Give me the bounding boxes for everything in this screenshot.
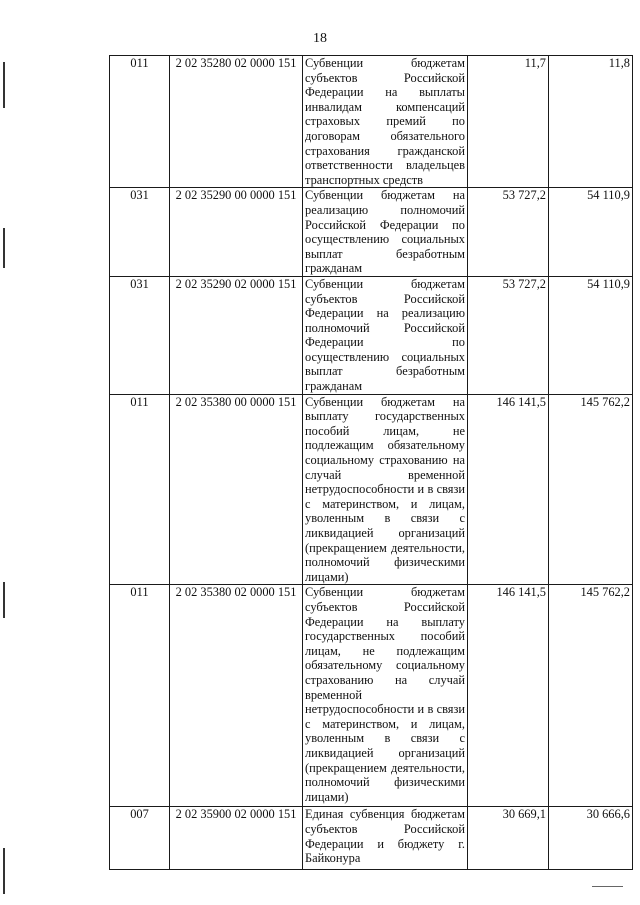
- amount-cell-1: 146 141,5: [468, 585, 549, 807]
- amount-cell-1: 53 727,2: [468, 188, 549, 277]
- amount-cell-2: 11,8: [549, 56, 633, 188]
- amount-cell-2: 54 110,9: [549, 276, 633, 394]
- scan-margin-mark: [3, 582, 5, 618]
- income-name-cell: Субвенции бюджетам субъектов Российской Федерации на выплаты инвалидам компенсаций страховых премий по договорам обязательного страхования гражданской ответственности владельцев транспортных средств: [303, 56, 468, 188]
- budget-table: [109, 55, 633, 870]
- income-name-cell: Субвенции бюджетам субъектов Российской Федерации на выплату государственных пособий лицам, не подлежащим обязательному социальному страхованию на случай временной нетрудоспособности и в связи с материнством, и лицам, уволенным в связи с ликвидацией организаций (прекращением деятельности, полномочий физическими лицами): [303, 585, 468, 807]
- table-row: [110, 585, 633, 807]
- admin-code-cell: 007: [110, 807, 170, 870]
- scan-margin-mark: [3, 228, 5, 268]
- table-row: [110, 56, 633, 188]
- admin-code-cell: 031: [110, 276, 170, 394]
- table-row: [110, 394, 633, 585]
- budget-code-cell: 2 02 35290 00 0000 151: [170, 188, 303, 277]
- admin-code-cell: 011: [110, 56, 170, 188]
- amount-cell-1: 30 669,1: [468, 807, 549, 870]
- table-row: [110, 188, 633, 277]
- amount-cell-1: 53 727,2: [468, 276, 549, 394]
- table-row: [110, 276, 633, 394]
- page-number: 18: [313, 31, 327, 46]
- amount-cell-2: 145 762,2: [549, 585, 633, 807]
- budget-code-cell: 2 02 35380 00 0000 151: [170, 394, 303, 585]
- amount-cell-2: 145 762,2: [549, 394, 633, 585]
- admin-code-cell: 011: [110, 585, 170, 807]
- budget-code-cell: 2 02 35290 02 0000 151: [170, 276, 303, 394]
- budget-code-cell: 2 02 35900 02 0000 151: [170, 807, 303, 870]
- amount-cell-2: 54 110,9: [549, 188, 633, 277]
- budget-code-cell: 2 02 35280 02 0000 151: [170, 56, 303, 188]
- income-name-cell: Субвенции бюджетам на выплату государственных пособий лицам, не подлежащим обязательному социальному страхованию на случай временной нетрудоспособности и в связи с материнством, и лицам, уволенным в связи с ликвидацией организаций (прекращением деятельности, полномочий физическими лицами): [303, 394, 468, 585]
- budget-code-cell: 2 02 35380 02 0000 151: [170, 585, 303, 807]
- amount-cell-1: 11,7: [468, 56, 549, 188]
- scan-corner-mark: [592, 886, 623, 887]
- income-name-cell: Субвенции бюджетам на реализацию полномочий Российской Федерации по осуществлению социальных выплат безработным гражданам: [303, 188, 468, 277]
- income-name-cell: Единая субвенция бюджетам субъектов Российской Федерации и бюджету г. Байконура: [303, 807, 468, 870]
- scan-margin-mark: [3, 848, 5, 894]
- income-name-cell: Субвенции бюджетам субъектов Российской Федерации на реализацию полномочий Российской Федерации по осуществлению социальных выплат безработным гражданам: [303, 276, 468, 394]
- admin-code-cell: 031: [110, 188, 170, 277]
- scan-margin-mark: [3, 62, 5, 108]
- table-row: [110, 807, 633, 870]
- amount-cell-1: 146 141,5: [468, 394, 549, 585]
- amount-cell-2: 30 666,6: [549, 807, 633, 870]
- admin-code-cell: 011: [110, 394, 170, 585]
